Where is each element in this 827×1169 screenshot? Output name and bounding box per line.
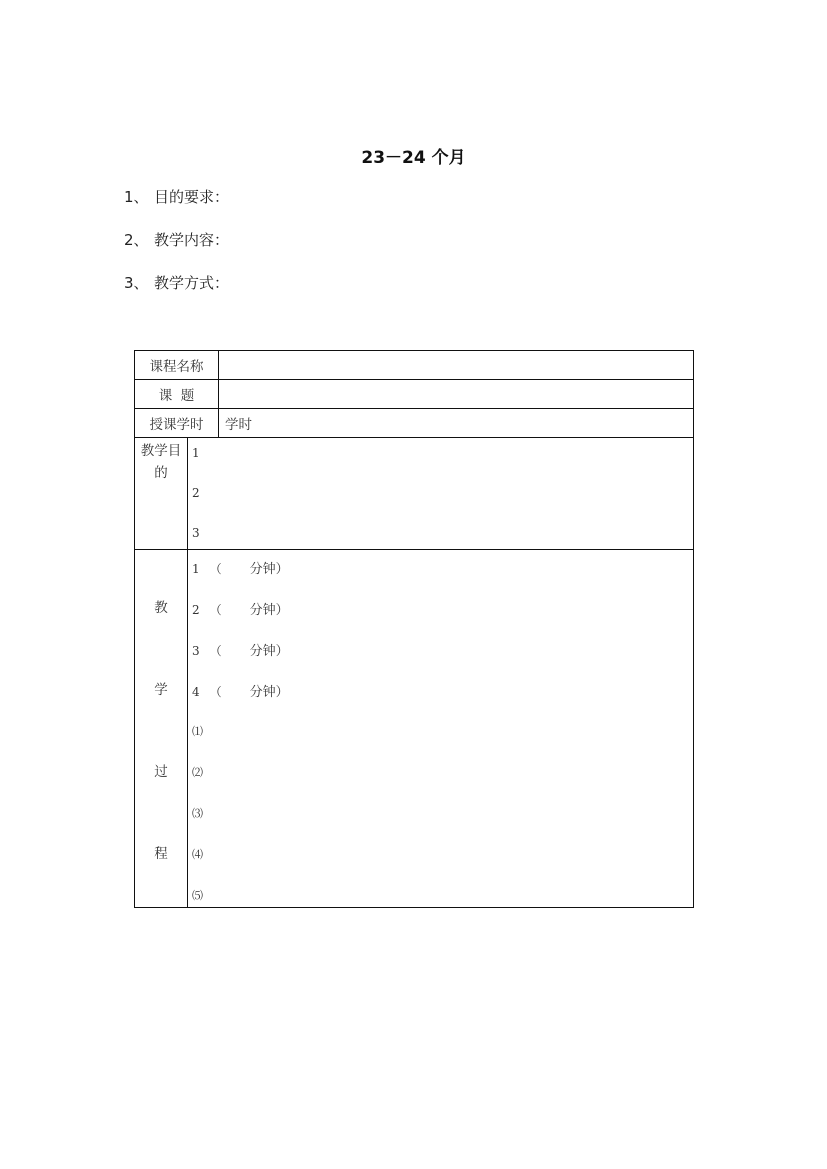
process-step [192,640,289,659]
aims-label [135,438,188,550]
process-subitem: ⑶ [192,807,203,820]
heading-number: 1、 [124,188,149,206]
aim-line-number: 3 [192,526,200,540]
step-number: 2 [192,603,200,617]
document-title: 23－24 个月 [361,148,466,168]
table-row-hours [135,409,694,438]
table-row-course-name [135,351,694,380]
process-step [192,558,289,577]
aims-field[interactable] [188,438,694,550]
heading-method [124,272,229,293]
heading-objectives [124,186,229,207]
step-number: 3 [192,644,200,658]
process-label [135,550,188,908]
table-row-topic [135,380,694,409]
topic-field[interactable] [219,380,694,409]
step-minutes-unit: 分钟） [249,685,289,700]
course-name-label: 课程名称 [135,351,219,380]
hours-label: 授课学时 [135,409,219,438]
aims-label-line: 教学目 [140,443,182,459]
heading-content [124,229,229,250]
table-row-aims [135,438,694,550]
step-minutes-unit: 分钟） [249,644,289,659]
lesson-plan-table [134,350,694,908]
heading-number: 3、 [124,274,149,292]
heading-text: 教学方式： [154,274,230,292]
process-subitem: ⑸ [192,889,203,902]
step-open-paren: （ [209,685,222,699]
step-minutes-unit: 分钟） [249,603,289,618]
topic-label: 课 题 [135,380,219,409]
aims-label-line: 的 [154,465,168,481]
aim-line-number: 2 [192,486,200,500]
process-subitem: ⑷ [192,848,203,861]
heading-number: 2、 [124,231,149,249]
process-label-char: 学 [154,682,168,698]
table-row-process [135,550,694,908]
heading-text: 目的要求： [154,188,230,206]
hours-field[interactable]: 学时 [219,409,694,438]
course-name-field[interactable] [219,351,694,380]
process-label-char: 过 [154,764,168,780]
heading-text: 教学内容： [154,231,230,249]
step-open-paren: （ [209,562,222,576]
step-number: 4 [192,685,200,699]
step-open-paren: （ [209,644,222,658]
process-subitem: ⑵ [192,766,203,779]
step-open-paren: （ [209,603,222,617]
process-step [192,599,289,618]
process-field[interactable] [188,550,694,908]
process-label-char: 教 [154,600,168,616]
step-number: 1 [192,562,200,576]
process-label-char: 程 [154,846,168,862]
step-minutes-unit: 分钟） [249,562,289,577]
process-subitem: ⑴ [192,725,203,738]
aim-line-number: 1 [192,446,200,460]
process-step [192,681,289,700]
